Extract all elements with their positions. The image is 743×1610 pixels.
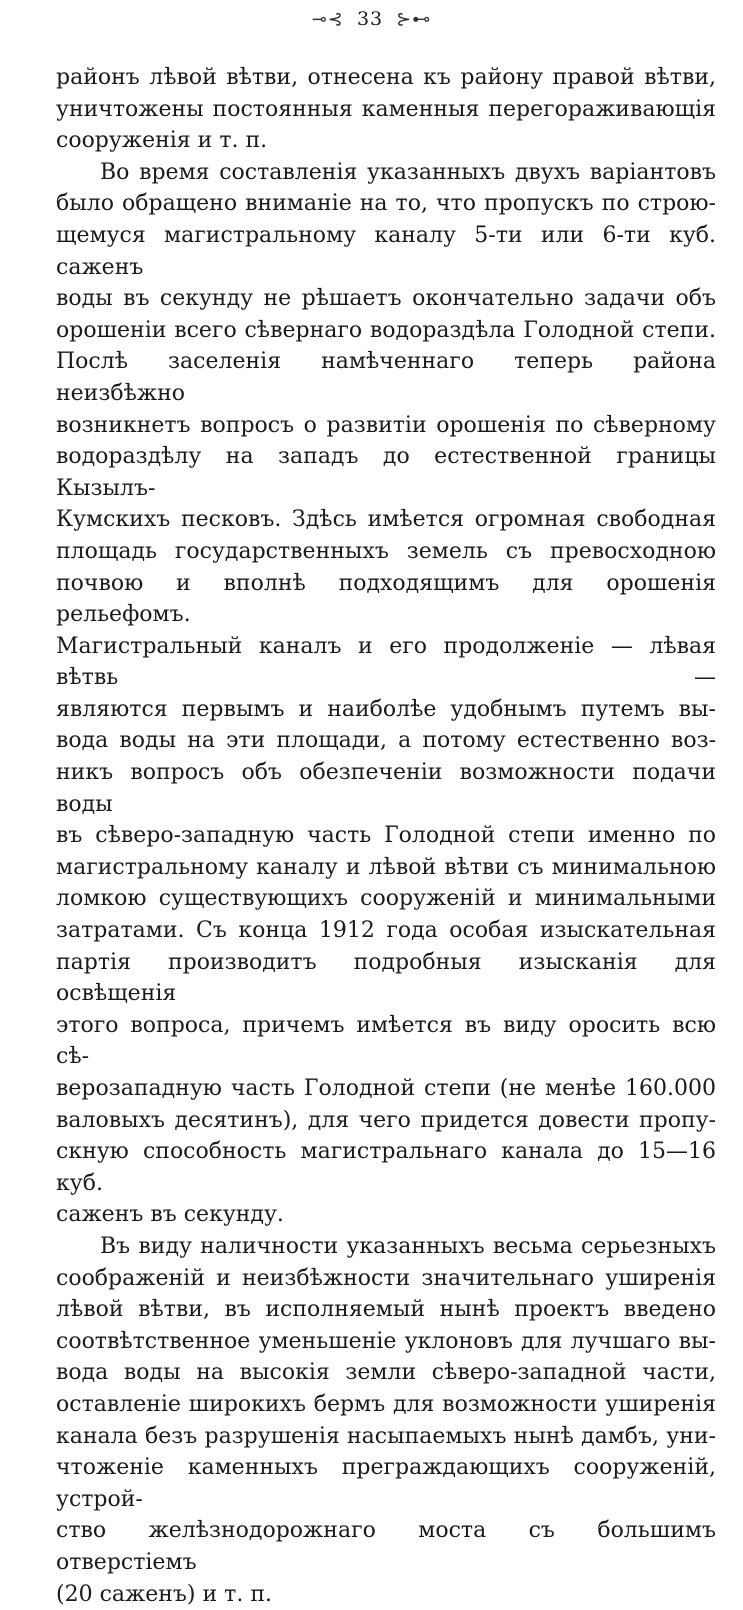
text-line: никъ вопросъ объ обезпеченіи возможности подачи воды — [56, 757, 716, 820]
text-line: лѣвой вѣтви, въ исполняемый нынѣ проектъ введено — [56, 1294, 716, 1326]
text-line: саженъ въ секунду. — [56, 1199, 716, 1231]
text-line: водораздѣлу на западъ до естественной границы Кызылъ- — [56, 441, 716, 504]
paragraph — [56, 157, 716, 1231]
text-line: затратами. Съ конца 1912 года особая изыскательная — [56, 915, 716, 947]
text-line: верозападную часть Голодной степи (не менѣе 160.000 — [56, 1073, 716, 1105]
text-line: орошеніи всего сѣвернаго водораздѣла Голодной степи. — [56, 315, 716, 347]
text-line: скную способность магистральнаго канала до 15—16 куб. — [56, 1136, 716, 1199]
text-line: являются первымъ и наиболѣе удобнымъ путемъ вы- — [56, 694, 716, 726]
text-line: площадь государственныхъ земель съ превосходною — [56, 536, 716, 568]
text-line: было обращено вниманіе на то, что пропускъ по строю- — [56, 188, 716, 220]
text-line: щемуся магистральному каналу 5-ти или 6-ти куб. саженъ — [56, 220, 716, 283]
text-line: ломкою существующихъ сооруженій и минимальными — [56, 883, 716, 915]
text-line: почвою и вполнѣ подходящимъ для орошенія рельефомъ. — [56, 568, 716, 631]
text-line: партія производитъ подробныя изысканія для освѣщенія — [56, 947, 716, 1010]
right-ornament-icon: ⊱⊷ — [396, 9, 431, 30]
text-line: ство желѣзнодорожнаго моста съ большимъ отверстіемъ — [56, 1515, 716, 1578]
paragraph — [56, 62, 716, 157]
text-line: сооруженія и т. п. — [56, 125, 716, 157]
text-line: вода воды на высокія земли сѣверо-западной части, — [56, 1357, 716, 1389]
text-line: магистральному каналу и лѣвой вѣтви съ минимальною — [56, 852, 716, 884]
text-line: уничтожены постоянныя каменныя перегораживающія — [56, 94, 716, 126]
text-line: въ сѣверо-западную часть Голодной степи именно по — [56, 820, 716, 852]
text-line: валовыхъ десятинъ), для чего придется довести пропу- — [56, 1105, 716, 1137]
text-line: районъ лѣвой вѣтви, отнесена къ району правой вѣтви, — [56, 62, 716, 94]
text-line: соображеній и неизбѣжности значительнаго уширенія — [56, 1263, 716, 1295]
text-line: Послѣ заселенія намѣченнаго теперь района неизбѣжно — [56, 346, 716, 409]
text-line: Въ виду наличности указанныхъ весьма серьезныхъ — [56, 1231, 716, 1263]
body-text — [56, 62, 716, 1610]
text-line: (20 саженъ) и т. п. — [56, 1579, 716, 1610]
text-line: воды въ секунду не рѣшаетъ окончательно задачи объ — [56, 283, 716, 315]
text-line: канала безъ разрушенія насыпаемыхъ нынѣ дамбъ, уни- — [56, 1421, 716, 1453]
text-line: соотвѣтственное уменьшеніе уклоновъ для лучшаго вы- — [56, 1326, 716, 1358]
page-number: 33 — [357, 8, 383, 30]
left-ornament-icon: ⊸⊰ — [312, 9, 344, 30]
text-line: Магистральный каналъ и его продолженіе — лѣвая вѣтвь — — [56, 631, 716, 694]
text-line: оставленіе широкихъ бермъ для возможности уширенія — [56, 1389, 716, 1421]
text-line: чтоженіе каменныхъ преграждающихъ сооруженій, устрой- — [56, 1452, 716, 1515]
text-line: Во время составленія указанныхъ двухъ варіантовъ — [56, 157, 716, 189]
paragraph — [56, 1231, 716, 1610]
text-line: возникнетъ вопросъ о развитіи орошенія по сѣверному — [56, 410, 716, 442]
text-line: этого вопроса, причемъ имѣется въ виду оросить всю сѣ- — [56, 1010, 716, 1073]
text-line: Кумскихъ песковъ. Здѣсь имѣется огромная свободная — [56, 504, 716, 536]
text-line: вода воды на эти площади, а потому естественно воз- — [56, 725, 716, 757]
page-header — [0, 8, 743, 30]
